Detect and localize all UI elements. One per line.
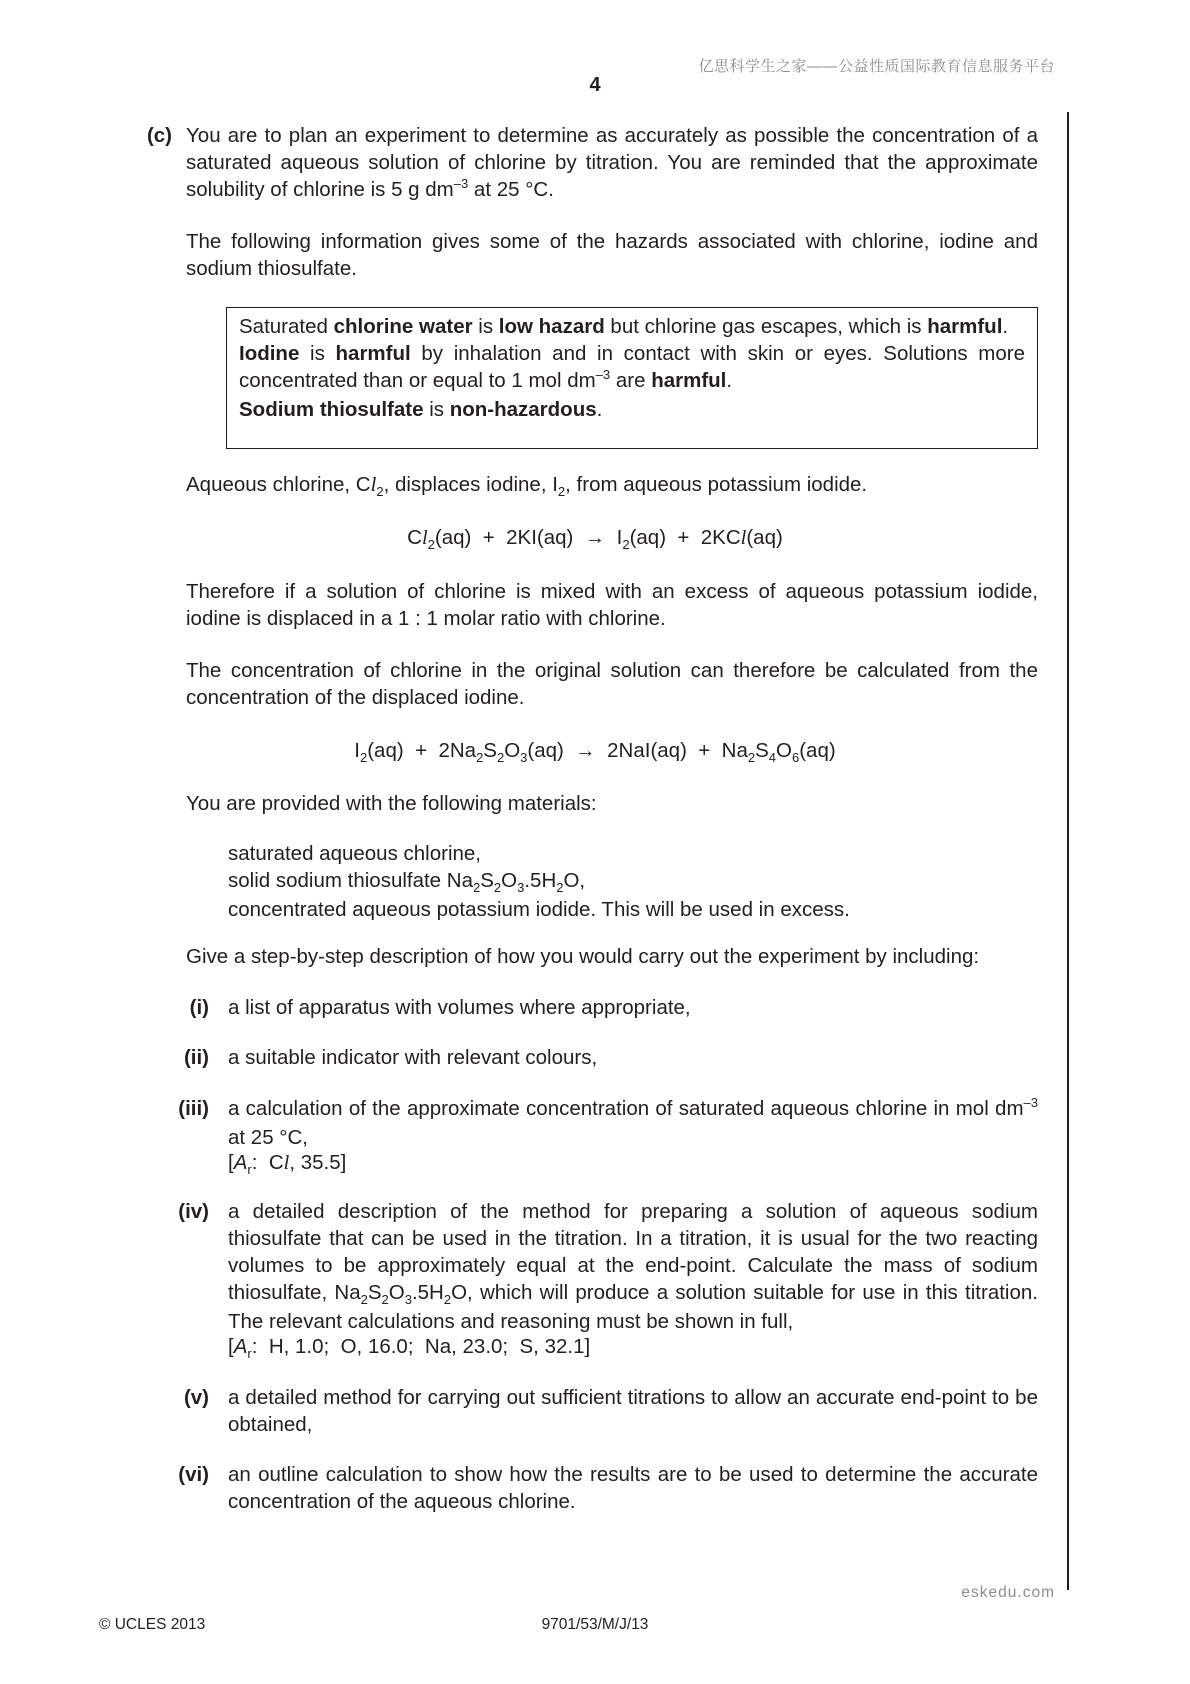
- hazard-thiosulfate: Sodium thiosulfate is non-hazardous.: [239, 398, 603, 421]
- footer-code: 9701/53/M/J/13: [541, 1616, 649, 1633]
- hazards-intro: The following information gives some of the hazards associated with chlorine, iodine and sodium thiosulfate.: [186, 230, 1038, 280]
- item-text-v: a detailed method for carrying out sufficient titrations to allow an accurate end-point to be obtained,: [228, 1386, 1038, 1436]
- materials-list: [228, 840, 1038, 923]
- hazard-box: [226, 307, 1038, 449]
- item-text-iv: a detailed description of the method for preparing a solution of aqueous sodium thiosulfate that can be used in the titration. In a titration, it is usual for the two reacting volumes to be approximately equal at the end-point. Calculate the mass of sodium thiosulfate, $Na_2S_2O_3.5H_2O$, which will produce a solution suitable for use in this titration. The relevant calculations and reasoning must be shown in full,: [228, 1200, 1038, 1333]
- item-label-iii: (iii): [178, 1097, 209, 1120]
- item-text-ii: a suitable indicator with relevant colours,: [228, 1046, 598, 1069]
- item-label-i: (i): [189, 996, 209, 1019]
- item-text-iii: a calculation of the approximate concentration of saturated aqueous chlorine in mol $dm^{-3}$ at 25 °C,: [228, 1095, 1038, 1149]
- intro-paragraph: You are to plan an experiment to determine as accurately as possible the concentration of a saturated aqueous solution of chlorine by titration. You are reminded that the approximate solubility of chlorine is 5 g $dm^{-3}$ at 25 °C.: [186, 124, 1038, 201]
- materials-intro: You are provided with the following materials:: [186, 792, 597, 815]
- equation-chlorine-iodide: $Cl_2(aq) + 2KI(aq) \to I_2(aq) + 2KCl(aq)$: [407, 526, 783, 552]
- hazard-chlorine: Saturated chlorine water is low hazard but chlorine gas escapes, which is harmful.: [239, 315, 1009, 338]
- displacement-sentence: Aqueous chlorine, $Cl_2$, displaces iodine, $I_2$, from aqueous potassium iodide.: [186, 473, 868, 499]
- material-chlorine: saturated aqueous chlorine,: [228, 842, 482, 865]
- item-label-vi: (vi): [178, 1463, 209, 1486]
- item-label-ii: (ii): [183, 1046, 209, 1069]
- material-thiosulfate: solid sodium thiosulfate $Na_2S_2O_3.5H_2O$,: [228, 869, 586, 895]
- item-label-iv: (iv): [178, 1200, 209, 1223]
- margin-rule: [1067, 112, 1069, 1590]
- ratio-paragraph: Therefore if a solution of chlorine is mixed with an excess of aqueous potassium iodide, iodine is displaced in a 1 : 1 molar ratio with chlorine.: [186, 580, 1038, 630]
- hazard-iodine: Iodine is harmful by inhalation and in contact with skin or eyes. Solutions more concentrated than or equal to 1 mol $dm^{-3}$ are harmful.: [239, 342, 1026, 392]
- item-label-v: (v): [183, 1386, 209, 1409]
- item-iv-ar: [$A_r$: H, 1.0; O, 16.0; Na, 23.0; S, 32.1]: [228, 1335, 591, 1361]
- item-text-i: a list of apparatus with volumes where appropriate,: [228, 996, 691, 1019]
- steps-intro: Give a step-by-step description of how you would carry out the experiment by including:: [186, 945, 980, 968]
- watermark-text: 亿思科学生之家——公益性质国际教育信息服务平台: [698, 58, 1055, 75]
- equation-iodine-thiosulfate: $I_2(aq) + 2Na_2S_2O_3(aq) \to 2NaI(aq) + Na_2S_4O_6(aq)$: [354, 739, 836, 765]
- concentration-paragraph: The concentration of chlorine in the original solution can therefore be calculated from the concentration of the displaced iodine.: [186, 659, 1038, 709]
- item-iii-ar: [$A_r$: Cl, 35.5]: [228, 1151, 347, 1177]
- item-text-vi: an outline calculation to show how the results are to be used to determine the accurate concentration of the aqueous chlorine.: [228, 1463, 1038, 1513]
- part-label: (c): [146, 124, 172, 147]
- page-number: 4: [589, 74, 601, 96]
- material-potassium-iodide: concentrated aqueous potassium iodide. This will be used in excess.: [228, 898, 850, 921]
- footer-site: eskedu.com: [961, 1584, 1055, 1601]
- footer-copyright: © UCLES 2013: [99, 1616, 206, 1633]
